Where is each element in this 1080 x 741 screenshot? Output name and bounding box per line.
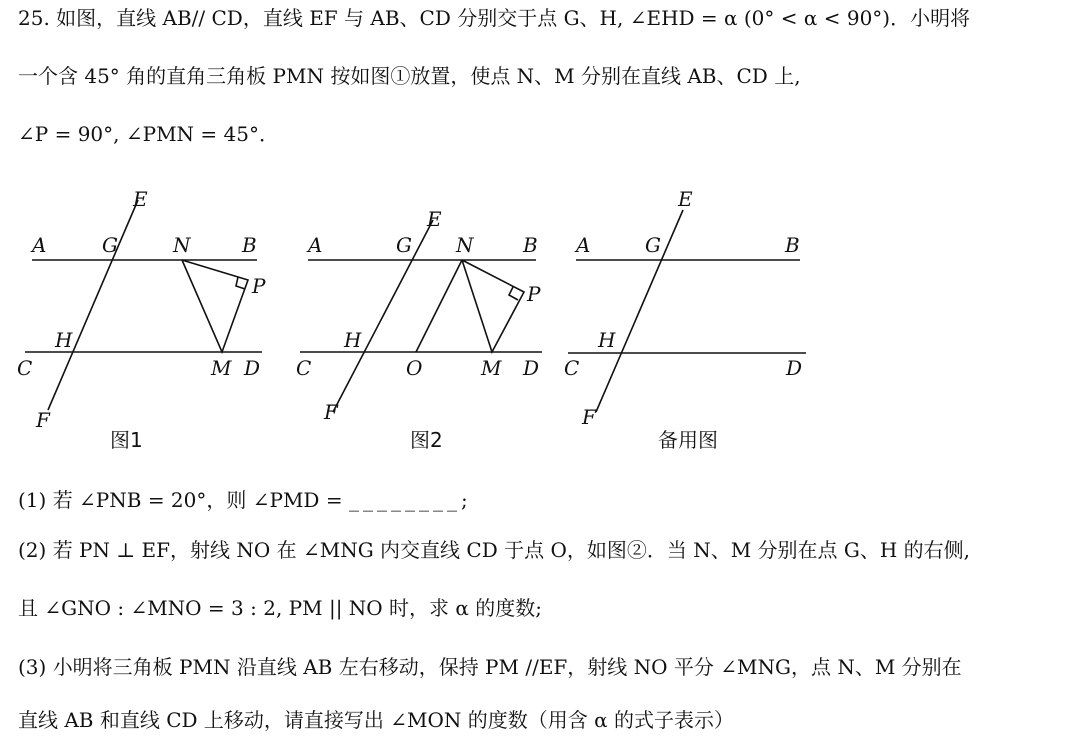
label-m: M	[481, 356, 502, 380]
label-p: P	[252, 274, 266, 298]
problem-statement-line-1: 25. 如图，直线 AB// CD，直线 EF 与 AB、CD 分别交于点 G、H, ∠EHD = α (0° < α < 90°)．小明将	[18, 6, 971, 30]
label-b: B	[242, 233, 257, 257]
label-c: C	[17, 356, 33, 380]
figure-1	[17, 187, 266, 452]
figure-2-caption: 图2	[410, 428, 443, 452]
label-b: B	[785, 233, 800, 257]
label-f: F	[324, 400, 338, 424]
figure-1-caption: 图1	[110, 428, 143, 452]
geometry-figures	[0, 180, 1080, 460]
question-1-text: (1) 若 ∠PNB = 20°，则 ∠PMD =	[18, 488, 343, 512]
label-h: H	[598, 328, 616, 352]
label-h: H	[55, 328, 73, 352]
label-p: P	[527, 282, 541, 306]
label-n: N	[456, 233, 474, 257]
label-a: A	[576, 233, 591, 257]
label-c: C	[296, 356, 312, 380]
label-f: F	[582, 405, 596, 429]
question-2-line-2: 且 ∠GNO : ∠MNO = 3 : 2, PM || NO 时，求 α 的度数;	[18, 596, 543, 620]
label-f: F	[36, 408, 50, 432]
label-m: M	[211, 356, 232, 380]
question-3-line-2: 直线 AB 和直线 CD 上移动，请直接写出 ∠MON 的度数（用含 α 的式子表示）	[18, 708, 734, 732]
label-n: N	[173, 233, 191, 257]
label-e: E	[133, 187, 148, 211]
label-a: A	[32, 233, 47, 257]
figure-3-caption: 备用图	[658, 428, 718, 452]
label-d: D	[244, 356, 261, 380]
label-b: B	[523, 233, 538, 257]
line-ef	[596, 210, 683, 412]
label-a: A	[308, 233, 323, 257]
triangle-pmn	[462, 260, 524, 352]
problem-statement-line-3: ∠P = 90°, ∠PMN = 45°．	[18, 122, 279, 146]
label-g: G	[396, 233, 412, 257]
line-ef	[333, 220, 433, 412]
answer-blank: ________;	[348, 488, 472, 512]
figure-3	[564, 187, 806, 452]
ray-no	[416, 260, 462, 352]
label-c: C	[564, 356, 580, 380]
label-d: D	[786, 356, 803, 380]
label-e: E	[427, 207, 442, 231]
label-g: G	[645, 233, 661, 257]
label-o: O	[406, 356, 423, 380]
question-3-line-1: (3) 小明将三角板 PMN 沿直线 AB 左右移动，保持 PM //EF，射线 NO 平分 ∠MNG，点 N、M 分别在	[18, 655, 962, 679]
problem-statement-line-2: 一个含 45° 角的直角三角板 PMN 按如图①放置，使点 N、M 分别在直线 AB、CD 上,	[18, 64, 801, 88]
question-1	[18, 488, 472, 512]
triangle-pmn	[182, 260, 248, 352]
label-h: H	[344, 328, 362, 352]
label-e: E	[678, 187, 693, 211]
label-g: G	[102, 233, 118, 257]
question-2-line-1: (2) 若 PN ⊥ EF，射线 NO 在 ∠MNG 内交直线 CD 于点 O，如图②．当 N、M 分别在点 G、H 的右侧,	[18, 538, 971, 562]
figure-2	[296, 207, 542, 452]
line-ef	[48, 200, 138, 410]
label-d: D	[523, 356, 540, 380]
